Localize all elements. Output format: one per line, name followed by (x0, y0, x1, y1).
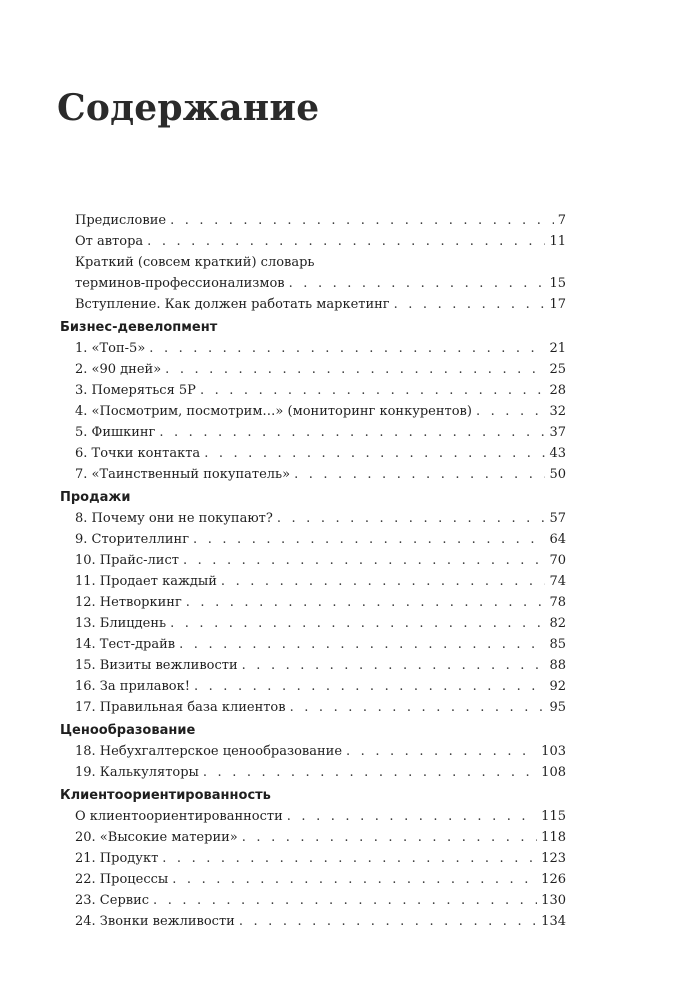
toc-entry[interactable] (60, 401, 566, 422)
toc-entry-label: 21. Продукт (75, 851, 159, 866)
dot-leader (476, 401, 546, 422)
toc-entry-page: 50 (549, 467, 566, 482)
toc-entry[interactable] (60, 911, 566, 932)
dot-leader (277, 508, 546, 529)
toc-entry[interactable] (60, 273, 566, 294)
toc-entry-label: 23. Сервис (75, 893, 150, 908)
dot-leader (221, 571, 546, 592)
toc-entry-label: 22. Процессы (75, 872, 169, 887)
toc-entry-page: 25 (549, 362, 566, 377)
section-heading: Клиентоориентированность (60, 788, 271, 803)
toc-entry[interactable] (60, 210, 566, 231)
toc-entry[interactable] (60, 741, 566, 762)
toc-entry[interactable] (60, 869, 566, 890)
toc-entry[interactable] (60, 676, 566, 697)
dot-leader (194, 676, 546, 697)
toc-entry-label: 3. Померяться 5P (75, 383, 196, 398)
toc-entry-label: 8. Почему они не покупают? (75, 511, 273, 526)
toc-entry[interactable] (60, 697, 566, 718)
section-heading: Ценообразование (60, 723, 196, 738)
toc-entry-page: 15 (549, 276, 566, 291)
dot-leader (165, 359, 545, 380)
dot-leader (294, 464, 545, 485)
toc-entry-label-line2: терминов-профессионализмов (75, 276, 285, 291)
toc-entry[interactable] (60, 443, 566, 464)
toc-entry-page: 7 (557, 213, 566, 228)
toc-entry-page: 85 (549, 637, 566, 652)
toc-entry-label: 7. «Таинственный покупатель» (75, 467, 291, 482)
dot-leader (200, 380, 546, 401)
toc-entry-label: От автора (75, 234, 144, 249)
toc-entry[interactable] (60, 592, 566, 613)
toc-entry[interactable] (60, 359, 566, 380)
table-of-contents (60, 210, 566, 932)
toc-entry[interactable] (60, 762, 566, 783)
toc-entry-page: 28 (549, 383, 566, 398)
dot-leader (242, 827, 537, 848)
toc-entry-page: 103 (541, 744, 566, 759)
dot-leader (186, 592, 546, 613)
dot-leader (394, 294, 546, 315)
dot-leader (170, 210, 554, 231)
dot-leader (203, 762, 537, 783)
toc-entry[interactable] (60, 613, 566, 634)
toc-entry-page: 70 (549, 553, 566, 568)
dot-leader (290, 697, 546, 718)
dot-leader (204, 443, 545, 464)
toc-entry[interactable] (60, 848, 566, 869)
toc-entry[interactable] (60, 380, 566, 401)
dot-leader (287, 806, 537, 827)
toc-entry-page: 74 (549, 574, 566, 589)
toc-entry-page: 78 (549, 595, 566, 610)
toc-entry-page: 118 (541, 830, 566, 845)
toc-entry[interactable] (60, 806, 566, 827)
dot-leader (159, 422, 545, 443)
toc-entry-label-line1[interactable]: Краткий (совсем краткий) словарь (75, 255, 315, 270)
toc-entry-label: 11. Продает каждый (75, 574, 217, 589)
toc-entry-label: 17. Правильная база клиентов (75, 700, 286, 715)
toc-entry-page: 57 (549, 511, 566, 526)
toc-entry-page: 32 (549, 404, 566, 419)
dot-leader (170, 613, 545, 634)
dot-leader (162, 848, 537, 869)
dot-leader (179, 634, 545, 655)
toc-entry-page: 130 (541, 893, 566, 908)
toc-entry[interactable] (60, 294, 566, 315)
toc-entry[interactable] (60, 422, 566, 443)
toc-entry-label: 24. Звонки вежливости (75, 914, 235, 929)
section-heading: Бизнес-девелопмент (60, 320, 218, 335)
toc-entry-page: 21 (549, 341, 566, 356)
dot-leader (346, 741, 537, 762)
toc-entry-page: 134 (541, 914, 566, 929)
toc-entry-label: 4. «Посмотрим, посмотрим…» (мониторинг конкурентов) (75, 404, 472, 419)
toc-entry-label: Вступление. Как должен работать маркетинг (75, 297, 390, 312)
page-title: Содержание (57, 87, 320, 129)
toc-entry-page: 64 (549, 532, 566, 547)
toc-entry-label: 5. Фишкинг (75, 425, 156, 440)
dot-leader (193, 529, 545, 550)
toc-entry-label: 14. Тест-драйв (75, 637, 176, 652)
toc-entry-label: 13. Блицдень (75, 616, 167, 631)
toc-entry-page: 115 (541, 809, 566, 824)
toc-entry[interactable] (60, 464, 566, 485)
toc-entry-label: 10. Прайс-лист (75, 553, 179, 568)
toc-entry[interactable] (60, 508, 566, 529)
toc-entry-label: 15. Визиты вежливости (75, 658, 238, 673)
dot-leader (149, 338, 545, 359)
toc-entry-page: 11 (549, 234, 566, 249)
toc-entry-label: Предисловие (75, 213, 167, 228)
toc-entry[interactable] (60, 529, 566, 550)
toc-entry-page: 82 (549, 616, 566, 631)
toc-entry-label: 16. За прилавок! (75, 679, 190, 694)
toc-entry-label: О клиентоориентированности (75, 809, 283, 824)
dot-leader (183, 550, 546, 571)
toc-entry[interactable] (60, 827, 566, 848)
toc-entry-label: 19. Калькуляторы (75, 765, 199, 780)
toc-sections (60, 317, 566, 932)
toc-entry-label: 6. Точки контакта (75, 446, 201, 461)
toc-entry-label: 9. Сторителлинг (75, 532, 190, 547)
toc-entry-label: 18. Небухгалтерское ценообразование (75, 744, 343, 759)
toc-entry-page: 92 (549, 679, 566, 694)
toc-entry[interactable] (60, 550, 566, 571)
toc-entry-page: 88 (549, 658, 566, 673)
toc-entry[interactable] (60, 338, 566, 359)
toc-entry[interactable] (60, 655, 566, 676)
toc-entry-label: 1. «Топ-5» (75, 341, 146, 356)
dot-leader (239, 911, 537, 932)
toc-entry-page: 95 (549, 700, 566, 715)
toc-entry-page: 37 (549, 425, 566, 440)
section-heading: Продажи (60, 490, 131, 505)
toc-entry-label: 2. «90 дней» (75, 362, 162, 377)
toc-entry-page: 17 (549, 297, 566, 312)
dot-leader (172, 869, 537, 890)
dot-leader (153, 890, 537, 911)
toc-entry[interactable] (60, 634, 566, 655)
toc-entry[interactable] (60, 890, 566, 911)
dot-leader (242, 655, 546, 676)
toc-entry-label: 20. «Высокие материи» (75, 830, 238, 845)
toc-entry-page: 123 (541, 851, 566, 866)
toc-entry[interactable] (60, 571, 566, 592)
toc-entry-page: 126 (541, 872, 566, 887)
toc-entry[interactable] (60, 231, 566, 252)
toc-entry-label: 12. Нетворкинг (75, 595, 182, 610)
dot-leader (147, 231, 545, 252)
toc-entry-page: 108 (541, 765, 566, 780)
toc-entry-page: 43 (549, 446, 566, 461)
dot-leader (289, 273, 546, 294)
